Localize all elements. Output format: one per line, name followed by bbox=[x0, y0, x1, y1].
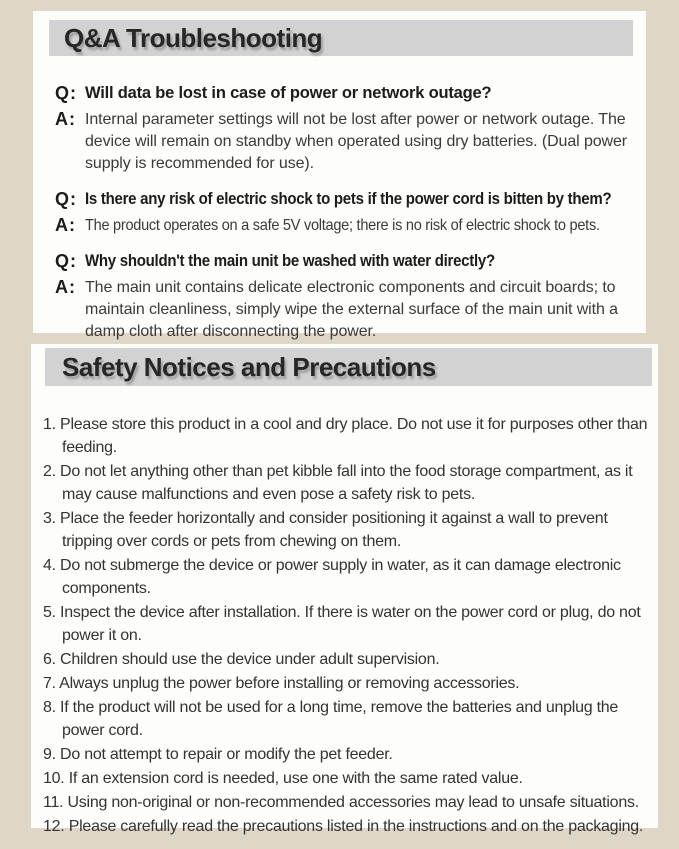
qa-section bbox=[33, 11, 646, 340]
qa-item-3 bbox=[55, 250, 638, 343]
qa-item-2 bbox=[55, 188, 638, 237]
a-label: A: bbox=[55, 215, 76, 235]
qa-content bbox=[33, 56, 646, 343]
answer-row bbox=[55, 276, 638, 343]
question-text: Why shouldn't the main unit be washed with water directly? bbox=[85, 252, 495, 270]
safety-list-item: 4. Do not submerge the device or power supply in water, as it can damage electronic components. bbox=[43, 557, 621, 597]
question-text: Is there any risk of electric shock to pets if the power cord is bitten by them? bbox=[85, 190, 612, 208]
safety-list-item: 2. Do not let anything other than pet kibble fall into the food storage compartment, as it may cause malfunctions and even pose a safety risk to pets. bbox=[43, 463, 633, 503]
qa-item-1 bbox=[55, 82, 638, 175]
safety-list-item: 12. Please carefully read the precautions listed in the instructions and on the packaging. bbox=[43, 818, 644, 835]
safety-list-item: 6. Children should use the device under adult supervision. bbox=[43, 651, 440, 668]
safety-list-item: 3. Place the feeder horizontally and consider positioning it against a wall to prevent tripping over cords or pets from chewing on them. bbox=[43, 510, 608, 550]
qa-section-header bbox=[49, 20, 633, 56]
q-label: Q: bbox=[55, 189, 77, 209]
safety-section-title: Safety Notices and Precautions bbox=[62, 351, 436, 382]
safety-section-header bbox=[45, 348, 652, 386]
safety-list-item: 11. Using non-original or non-recommended accessories may lead to unsafe situations. bbox=[43, 794, 639, 811]
question-row bbox=[55, 188, 638, 210]
safety-list-item: 8. If the product will not be used for a long time, remove the batteries and unplug the power cord. bbox=[43, 699, 619, 739]
safety-list-item: 7. Always unplug the power before installing or removing accessories. bbox=[43, 675, 520, 692]
qa-section-title: Q&A Troubleshooting bbox=[64, 22, 323, 53]
q-label: Q: bbox=[55, 83, 77, 103]
answer-text: The product operates on a safe 5V voltage; there is no risk of electric shock to pets. bbox=[85, 217, 600, 234]
safety-list-item: 1. Please store this product in a cool and dry place. Do not use it for purposes other than feeding. bbox=[43, 416, 648, 456]
a-label: A: bbox=[55, 109, 76, 129]
safety-section bbox=[31, 344, 658, 835]
a-label: A: bbox=[55, 277, 76, 297]
question-row bbox=[55, 250, 638, 272]
safety-list-item: 5. Inspect the device after installation. If there is water on the power cord or plug, do not power it on. bbox=[43, 604, 641, 644]
question-text: Will data be lost in case of power or network outage? bbox=[85, 84, 492, 102]
q-label: Q: bbox=[55, 251, 77, 271]
answer-row bbox=[55, 214, 638, 237]
answer-row bbox=[55, 108, 638, 175]
safety-list-item: 10. If an extension cord is needed, use one with the same rated value. bbox=[43, 770, 523, 787]
safety-list bbox=[31, 386, 658, 838]
question-row bbox=[55, 82, 638, 104]
answer-text: The main unit contains delicate electronic components and circuit boards; to maintain cleanliness, simply wipe the external surface of the main unit with a damp cloth after disconnecting the power. bbox=[85, 279, 618, 340]
answer-text: Internal parameter settings will not be lost after power or network outage. The device will remain on standby when operated using dry batteries. (Dual power supply is recommended for use). bbox=[85, 111, 628, 172]
safety-list-item: 9. Do not attempt to repair or modify the pet feeder. bbox=[43, 746, 393, 763]
